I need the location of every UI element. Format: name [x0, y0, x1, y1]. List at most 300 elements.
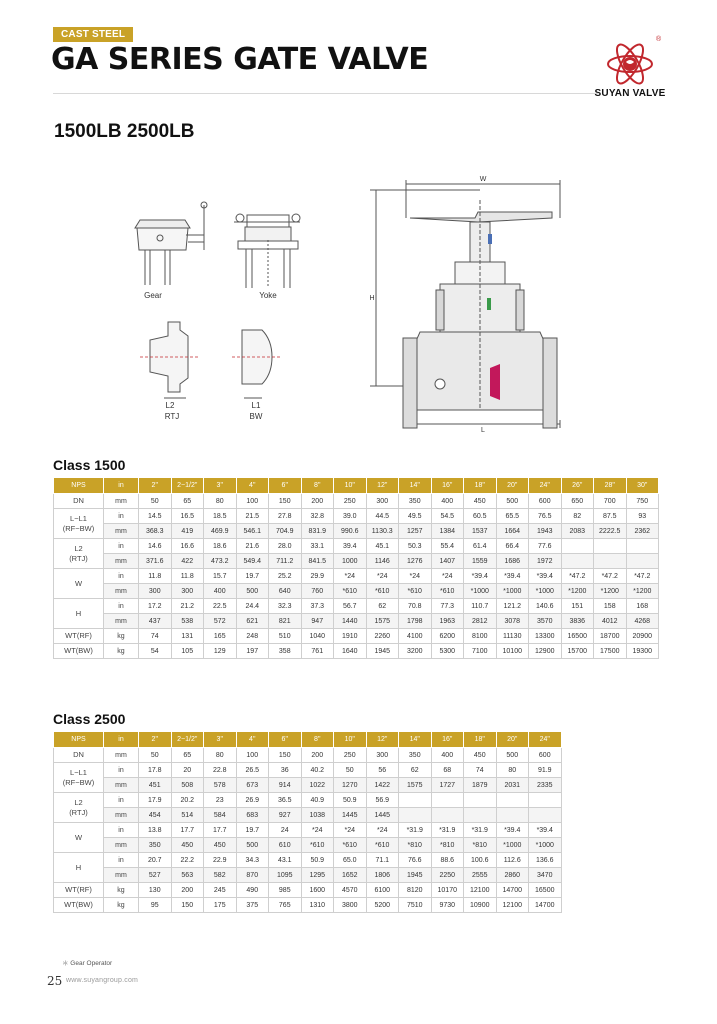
value-cell: 13.8	[139, 823, 172, 838]
value-cell: 1559	[464, 554, 497, 569]
unit-cell: kg	[104, 629, 139, 644]
row-label: WT(RF)	[54, 629, 104, 644]
value-cell: 19.7	[236, 569, 269, 584]
value-cell: *47.2	[594, 569, 627, 584]
value-cell: 578	[204, 778, 237, 793]
value-cell: 711.2	[269, 554, 302, 569]
value-cell: *610	[366, 838, 399, 853]
value-cell: 16500	[561, 629, 594, 644]
value-cell	[431, 808, 464, 823]
value-cell: 140.6	[529, 599, 562, 614]
header-cell: 6"	[269, 478, 302, 494]
value-cell: 1575	[366, 614, 399, 629]
value-cell: 62	[366, 599, 399, 614]
value-cell: 100.6	[464, 853, 497, 868]
row-label: L2 (RTJ)	[54, 539, 104, 569]
table-row	[54, 524, 659, 539]
value-cell: 500	[236, 838, 269, 853]
header-cell: 10"	[334, 478, 367, 494]
unit-cell: mm	[104, 554, 139, 569]
row-label: L−L1 (RF−BW)	[54, 509, 104, 539]
value-cell: 400	[431, 748, 464, 763]
value-cell	[464, 808, 497, 823]
value-cell: 56.9	[366, 793, 399, 808]
header-cell: 20"	[496, 478, 529, 494]
value-cell: 508	[171, 778, 204, 793]
header-cell: 2"	[139, 478, 172, 494]
value-cell: *39.4	[496, 569, 529, 584]
value-cell: *24	[334, 569, 367, 584]
value-cell: 65	[171, 494, 204, 509]
value-cell: 300	[139, 584, 172, 599]
value-cell: 20900	[626, 629, 659, 644]
row-label: L2 (RTJ)	[54, 793, 104, 823]
value-cell: 2031	[496, 778, 529, 793]
value-cell: 32.8	[301, 509, 334, 524]
value-cell: 50	[139, 748, 172, 763]
value-cell: 168	[626, 599, 659, 614]
header-cell: in	[104, 478, 139, 494]
value-cell: 9730	[431, 898, 464, 913]
value-cell: *47.2	[561, 569, 594, 584]
packing-icon	[487, 298, 491, 310]
value-cell: 2335	[529, 778, 562, 793]
value-cell: 300	[171, 584, 204, 599]
bw-label: BW	[249, 412, 263, 421]
value-cell: *810	[431, 838, 464, 853]
value-cell: 1038	[301, 808, 334, 823]
value-cell: 110.7	[464, 599, 497, 614]
rtj-end-icon	[140, 322, 198, 398]
header-cell: 18"	[464, 478, 497, 494]
value-cell: 4268	[626, 614, 659, 629]
value-cell: 1407	[431, 554, 464, 569]
unit-cell: in	[104, 599, 139, 614]
class-2500-title: Class 2500	[53, 711, 126, 727]
value-cell	[594, 554, 627, 569]
value-cell: 129	[204, 644, 237, 659]
value-cell: 14700	[529, 898, 562, 913]
value-cell: 130	[139, 883, 172, 898]
unit-cell: mm	[104, 614, 139, 629]
value-cell: *47.2	[626, 569, 659, 584]
value-cell: 546.1	[236, 524, 269, 539]
bw-end-icon	[232, 330, 282, 398]
value-cell: *24	[366, 569, 399, 584]
value-cell: 150	[171, 898, 204, 913]
value-cell: 24.4	[236, 599, 269, 614]
value-cell: 2222.5	[594, 524, 627, 539]
value-cell: 572	[204, 614, 237, 629]
value-cell: 469.9	[204, 524, 237, 539]
footnote: ＊ Gear Operator	[62, 960, 113, 967]
value-cell: 454	[139, 808, 172, 823]
value-cell: 54.5	[431, 509, 464, 524]
table-row	[54, 868, 562, 883]
value-cell: 50	[139, 494, 172, 509]
value-cell: *1000	[529, 838, 562, 853]
table-row	[54, 823, 562, 838]
value-cell: 71.1	[366, 853, 399, 868]
value-cell: 65.0	[334, 853, 367, 868]
value-cell: 821	[269, 614, 302, 629]
value-cell: 927	[269, 808, 302, 823]
class-1500-table	[53, 477, 659, 659]
row-label: WT(RF)	[54, 883, 104, 898]
value-cell: 18.6	[204, 539, 237, 554]
value-cell: 1640	[334, 644, 367, 659]
value-cell: *610	[301, 838, 334, 853]
dim-h-label: H	[369, 295, 375, 302]
value-cell: *31.9	[431, 823, 464, 838]
header-cell: 2−1/2"	[171, 732, 204, 748]
value-cell: 245	[204, 883, 237, 898]
header-cell: 6"	[269, 732, 302, 748]
value-cell: *1200	[561, 584, 594, 599]
value-cell: 870	[236, 868, 269, 883]
value-cell: *31.9	[464, 823, 497, 838]
value-cell: 4570	[334, 883, 367, 898]
value-cell: 1652	[334, 868, 367, 883]
value-cell: *1000	[496, 838, 529, 853]
value-cell: 400	[204, 584, 237, 599]
value-cell: 1972	[529, 554, 562, 569]
header-cell: 26"	[561, 478, 594, 494]
value-cell: 36	[269, 763, 302, 778]
value-cell: *610	[399, 584, 432, 599]
value-cell: 450	[464, 494, 497, 509]
value-cell: 1910	[334, 629, 367, 644]
value-cell: 24	[269, 823, 302, 838]
value-cell: *24	[301, 823, 334, 838]
value-cell: 584	[204, 808, 237, 823]
value-cell: 10900	[464, 898, 497, 913]
value-cell: 18700	[594, 629, 627, 644]
value-cell: 3836	[561, 614, 594, 629]
value-cell: 1270	[334, 778, 367, 793]
header-cell: 4"	[236, 478, 269, 494]
unit-cell: in	[104, 763, 139, 778]
value-cell: *39.4	[496, 823, 529, 838]
table-row	[54, 898, 562, 913]
dim-l-label: L	[481, 427, 485, 434]
value-cell: *39.4	[529, 823, 562, 838]
value-cell: 5300	[431, 644, 464, 659]
value-cell: 1600	[301, 883, 334, 898]
value-cell: *24	[366, 823, 399, 838]
value-cell: 1000	[334, 554, 367, 569]
value-cell: 158	[594, 599, 627, 614]
value-cell: 11130	[496, 629, 529, 644]
value-cell: 300	[366, 494, 399, 509]
value-cell: 43.1	[269, 853, 302, 868]
value-cell: 368.3	[139, 524, 172, 539]
value-cell: 1879	[464, 778, 497, 793]
value-cell: 60.5	[464, 509, 497, 524]
table-row	[54, 569, 659, 584]
value-cell: 1575	[399, 778, 432, 793]
header-cell: 2−1/2"	[171, 478, 204, 494]
header-cell: 3"	[204, 478, 237, 494]
value-cell: 12900	[529, 644, 562, 659]
value-cell: 358	[269, 644, 302, 659]
value-cell: *610	[366, 584, 399, 599]
valve-drawing	[0, 0, 717, 460]
value-cell: 350	[139, 838, 172, 853]
table-row	[54, 793, 562, 808]
value-cell: 1295	[301, 868, 334, 883]
value-cell: 22.9	[204, 853, 237, 868]
unit-cell: mm	[104, 748, 139, 763]
value-cell: 28.0	[269, 539, 302, 554]
value-cell: *31.9	[399, 823, 432, 838]
value-cell: 70.8	[399, 599, 432, 614]
value-cell: 2260	[366, 629, 399, 644]
value-cell: *1200	[626, 584, 659, 599]
value-cell: 16.5	[171, 509, 204, 524]
value-cell: 4012	[594, 614, 627, 629]
header-cell: 12"	[366, 478, 399, 494]
value-cell: 27.8	[269, 509, 302, 524]
value-cell	[594, 539, 627, 554]
value-cell: 700	[594, 494, 627, 509]
value-cell: 100	[236, 494, 269, 509]
row-label: L−L1 (RF−BW)	[54, 763, 104, 793]
value-cell: 610	[269, 838, 302, 853]
value-cell: 831.9	[301, 524, 334, 539]
gate-valve-cross-section	[370, 180, 560, 428]
value-cell: 56	[366, 763, 399, 778]
value-cell: 650	[561, 494, 594, 509]
value-cell: 514	[171, 808, 204, 823]
header-cell: NPS	[54, 478, 104, 494]
header-cell: 14"	[399, 732, 432, 748]
value-cell	[464, 793, 497, 808]
unit-cell: mm	[104, 838, 139, 853]
unit-cell: kg	[104, 883, 139, 898]
value-cell: 500	[496, 494, 529, 509]
page-number: 25	[47, 974, 63, 988]
value-cell: 136.6	[529, 853, 562, 868]
value-cell: 20.2	[171, 793, 204, 808]
rtj-dim-label: L2	[165, 401, 175, 410]
value-cell: 91.9	[529, 763, 562, 778]
value-cell: 549.4	[236, 554, 269, 569]
row-label: H	[54, 599, 104, 629]
value-cell: 50.3	[399, 539, 432, 554]
table-row	[54, 494, 659, 509]
value-cell: 68	[431, 763, 464, 778]
unit-cell: in	[104, 539, 139, 554]
value-cell: 33.1	[301, 539, 334, 554]
value-cell: 16.6	[171, 539, 204, 554]
unit-cell: mm	[104, 584, 139, 599]
value-cell: 77.3	[431, 599, 464, 614]
value-cell: 510	[269, 629, 302, 644]
value-cell: 248	[236, 629, 269, 644]
value-cell: *610	[431, 584, 464, 599]
value-cell: 947	[301, 614, 334, 629]
value-cell	[626, 554, 659, 569]
value-cell: 761	[301, 644, 334, 659]
value-cell: *1000	[496, 584, 529, 599]
value-cell: 1664	[496, 524, 529, 539]
value-cell: 150	[269, 748, 302, 763]
value-cell: 2250	[431, 868, 464, 883]
value-cell: 21.2	[171, 599, 204, 614]
value-cell: 105	[171, 644, 204, 659]
value-cell: 50	[334, 763, 367, 778]
value-cell: 32.3	[269, 599, 302, 614]
value-cell: 131	[171, 629, 204, 644]
value-cell: 673	[236, 778, 269, 793]
value-cell: 19300	[626, 644, 659, 659]
value-cell: 22.5	[204, 599, 237, 614]
value-cell: 990.6	[334, 524, 367, 539]
header-cell: 18"	[464, 732, 497, 748]
value-cell: 1727	[431, 778, 464, 793]
value-cell: 13300	[529, 629, 562, 644]
table-row	[54, 539, 659, 554]
yoke-label: Yoke	[259, 291, 277, 300]
header-cell: 2"	[139, 732, 172, 748]
value-cell: 76.6	[399, 853, 432, 868]
header-cell: 20"	[496, 732, 529, 748]
value-cell: 2812	[464, 614, 497, 629]
unit-cell: in	[104, 853, 139, 868]
value-cell: 121.2	[496, 599, 529, 614]
value-cell: 16500	[529, 883, 562, 898]
row-label: DN	[54, 748, 104, 763]
unit-cell: mm	[104, 494, 139, 509]
value-cell: 80	[204, 494, 237, 509]
value-cell: 2860	[496, 868, 529, 883]
unit-cell: in	[104, 793, 139, 808]
value-cell: 55.4	[431, 539, 464, 554]
gear-label: Gear	[144, 291, 162, 300]
unit-cell: in	[104, 569, 139, 584]
value-cell: 1310	[301, 898, 334, 913]
unit-cell: mm	[104, 524, 139, 539]
value-cell: 760	[301, 584, 334, 599]
table-row	[54, 778, 562, 793]
table-row	[54, 599, 659, 614]
value-cell: 1945	[366, 644, 399, 659]
value-cell: 54	[139, 644, 172, 659]
header-cell: in	[104, 732, 139, 748]
value-cell: 18.5	[204, 509, 237, 524]
value-cell: 621	[236, 614, 269, 629]
value-cell: 1276	[399, 554, 432, 569]
value-cell: 640	[269, 584, 302, 599]
value-cell: 1686	[496, 554, 529, 569]
value-cell: 582	[204, 868, 237, 883]
value-cell: 914	[269, 778, 302, 793]
value-cell: 50.9	[334, 793, 367, 808]
value-cell	[561, 539, 594, 554]
value-cell	[496, 793, 529, 808]
value-cell: 93	[626, 509, 659, 524]
brand-name: SUYAN VALVE	[594, 88, 666, 99]
value-cell: 1095	[269, 868, 302, 883]
header-cell: 10"	[334, 732, 367, 748]
unit-cell: kg	[104, 898, 139, 913]
stem-nut-icon	[488, 234, 492, 244]
header-cell: 4"	[236, 732, 269, 748]
value-cell: *24	[431, 569, 464, 584]
value-cell: 80	[204, 748, 237, 763]
value-cell: 74	[139, 629, 172, 644]
row-label: H	[54, 853, 104, 883]
value-cell: 82	[561, 509, 594, 524]
value-cell: 350	[399, 748, 432, 763]
value-cell: 77.6	[529, 539, 562, 554]
value-cell: 12100	[464, 883, 497, 898]
value-cell: 10170	[431, 883, 464, 898]
table-row	[54, 763, 562, 778]
value-cell: 5200	[366, 898, 399, 913]
table-row	[54, 584, 659, 599]
gate-disc-icon	[490, 364, 500, 400]
value-cell: 66.4	[496, 539, 529, 554]
value-cell: 3800	[334, 898, 367, 913]
table-row	[54, 644, 659, 659]
value-cell: *1000	[529, 584, 562, 599]
bw-dim-label: L1	[251, 401, 261, 410]
value-cell: 17.7	[171, 823, 204, 838]
value-cell: 37.3	[301, 599, 334, 614]
value-cell	[561, 554, 594, 569]
value-cell: 1130.3	[366, 524, 399, 539]
value-cell: 490	[236, 883, 269, 898]
value-cell: 23	[204, 793, 237, 808]
value-cell: 17.2	[139, 599, 172, 614]
value-cell: 683	[236, 808, 269, 823]
value-cell: 22.8	[204, 763, 237, 778]
value-cell: 473.2	[204, 554, 237, 569]
page-title: GA SERIES GATE VALVE	[51, 42, 429, 77]
value-cell: 100	[236, 748, 269, 763]
table-header-row	[54, 478, 659, 494]
value-cell: 3570	[529, 614, 562, 629]
header-cell: 16"	[431, 478, 464, 494]
value-cell: 19.7	[236, 823, 269, 838]
value-cell: 21.5	[236, 509, 269, 524]
value-cell: *610	[334, 838, 367, 853]
value-cell: 1945	[399, 868, 432, 883]
value-cell: 1537	[464, 524, 497, 539]
value-cell: 21.6	[236, 539, 269, 554]
value-cell: 3078	[496, 614, 529, 629]
value-cell: 7100	[464, 644, 497, 659]
value-cell: 1022	[301, 778, 334, 793]
value-cell: 197	[236, 644, 269, 659]
value-cell: 34.3	[236, 853, 269, 868]
registered-mark: ®	[656, 36, 662, 43]
value-cell: 17500	[594, 644, 627, 659]
value-cell: 250	[334, 494, 367, 509]
value-cell: 1798	[399, 614, 432, 629]
value-cell: 17.8	[139, 763, 172, 778]
value-cell: 765	[269, 898, 302, 913]
dim-w-label: W	[479, 176, 487, 183]
value-cell	[529, 808, 562, 823]
value-cell	[529, 793, 562, 808]
value-cell: 200	[301, 494, 334, 509]
value-cell: 40.9	[301, 793, 334, 808]
table-row	[54, 838, 562, 853]
value-cell: 371.6	[139, 554, 172, 569]
